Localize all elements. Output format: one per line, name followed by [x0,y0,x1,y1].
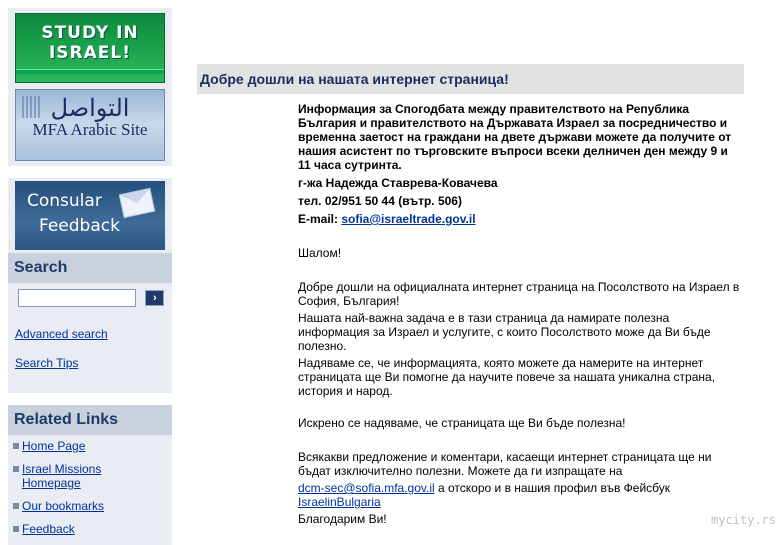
email-label: E-mail: [298,212,342,226]
building-icon [22,96,42,118]
search-tips-link[interactable]: Search Tips [15,356,79,370]
facebook-text: а отскоро и в нашия профил във Фейсбук [434,481,671,495]
advanced-search-link[interactable]: Advanced search [15,327,108,341]
banner-stripe [16,69,164,74]
list-item [12,439,122,453]
banner-panel [8,8,172,166]
related-links-heading: Related Links [8,405,172,435]
mfa-banner-site: MFA Arabic Site [32,120,148,139]
mfa-banner-arabic: التواصل [50,94,130,122]
trade-email-link[interactable]: sofia@israeltrade.gov.il [341,212,476,226]
study-banner-line2: ISRAEL! [48,43,131,63]
contact-email-line [298,212,743,226]
study-banner-line1: STUDY IN [41,23,139,43]
search-go-button[interactable]: › [145,290,164,306]
hope-paragraph: Надяваме се, че информацията, която можете да намерите на интернет страницата ще Ви помогне да научите повече за нашата уникална страна, история и народ. [298,356,716,398]
contact-name: г-жа Надежда Ставрева-Ковачева [298,176,498,190]
envelope-icon [119,188,155,218]
list-item [12,462,122,490]
dcm-email-link[interactable]: dcm-sec@sofia.mfa.gov.il [298,481,435,495]
consular-banner-line1: Consular [27,191,102,211]
sincere-paragraph: Искрено се надяваме, че страницата ще Ви бъде полезна! [298,416,626,430]
search-input[interactable] [18,289,136,307]
suggest-paragraph: Всякакви предложение и коментари, касаещи интернет страницата ще ни бъдат изключително полезни. Можете да ги изпращате на [298,450,712,478]
greeting: Шалом! [298,246,342,260]
search-panel [8,178,172,393]
mfa-arabic-site-banner[interactable] [15,89,165,161]
consular-banner-line2: Feedback [39,216,120,236]
thanks-text: Благодарим Ви! [298,512,387,526]
sidebar [8,8,172,536]
israel-missions-link[interactable]: Israel Missions Homepage [22,462,102,490]
search-heading: Search [8,253,172,283]
contact-links-line [298,481,743,509]
home-page-link[interactable]: Home Page [22,439,86,453]
bullet-icon [13,443,19,449]
feedback-link[interactable]: Feedback [22,522,75,536]
study-in-israel-banner[interactable] [15,13,165,83]
related-links-panel [8,405,172,545]
task-paragraph: Нашата най-важна задача е в тази страница да намирате полезна информация за Израел и услугите, с които Посолството може да Ви бъде полезно. [298,311,711,353]
bullet-icon [13,503,19,509]
consular-feedback-banner[interactable] [15,181,165,250]
watermark: mycity.rs [710,513,776,527]
main-content [298,102,743,526]
related-links-list [12,439,122,545]
search-row [18,289,164,307]
page-title: Добре дошли на нашата интернет страница! [197,64,744,94]
list-item [12,499,122,513]
bookmarks-link[interactable]: Our bookmarks [22,499,105,513]
agreement-info: Информация за Спогодбата между правителството на Република България и правителството на Държавата Израел за посредничество и временна заетост на граждани на двете държави можете да получите от нашия асистент по търговските въпроси всеки делничен ден между 9 и 11 часа сутринта. [298,102,732,172]
bullet-icon [13,466,19,472]
facebook-link[interactable]: IsraelinBulgaria [298,495,381,509]
bullet-icon [13,526,19,532]
list-item [12,522,122,536]
welcome-paragraph: Добре дошли на официалната интернет страница на Посолството на Израел в София, България! [298,280,740,308]
contact-phone: тел. 02/951 50 44 (вътр. 506) [298,194,462,208]
